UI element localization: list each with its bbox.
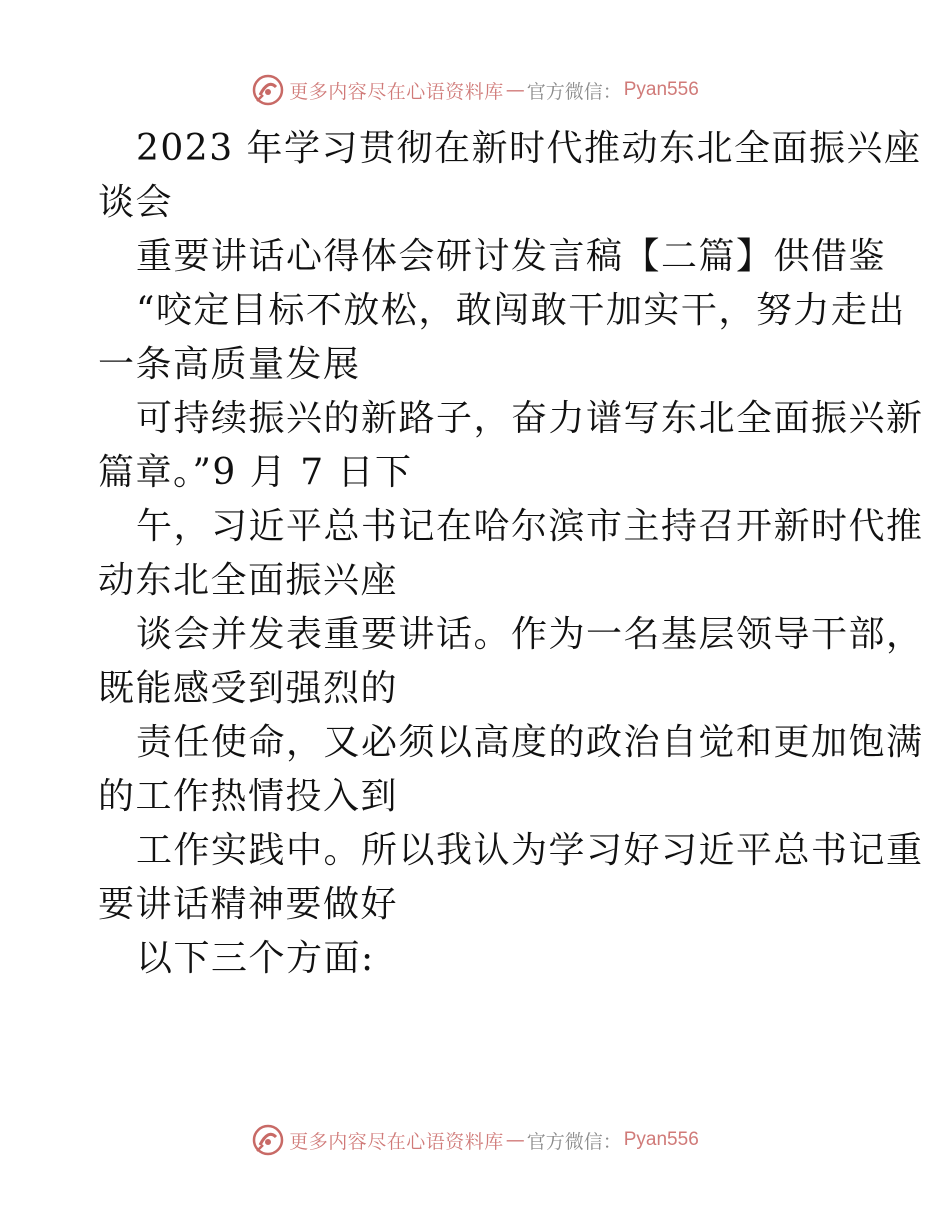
watermark-wechat-label: 官方微信：: [526, 1130, 622, 1153]
paragraph-line: 以下三个方面:: [136, 938, 375, 979]
watermark-wechat-id: Pyan556: [623, 79, 699, 100]
watermark-text: 更多内容尽在心语资料库: [289, 1130, 504, 1153]
paragraph-line: 的工作热情投入到: [98, 776, 399, 817]
watermark-separator: —: [505, 79, 525, 101]
paragraph-line: 既能感受到强烈的: [98, 668, 399, 709]
paragraph-line: 谈会并发表重要讲话。作为一名基层领导干部，: [136, 614, 924, 655]
paragraph-line: 责任使命，又必须以高度的政治自觉和更加饱满: [136, 722, 924, 763]
seal-logo-icon: [251, 1123, 285, 1157]
header-watermark: [0, 70, 950, 110]
title-line-1: 2023 年学习贯彻在新时代推动东北全面振兴座: [136, 128, 922, 169]
paragraph-line: 要讲话精神要做好: [98, 884, 399, 925]
watermark-wechat-label: 官方微信：: [526, 80, 622, 103]
title-line-2: 谈会: [98, 182, 174, 223]
watermark-text: 更多内容尽在心语资料库: [289, 80, 504, 103]
paragraph-line: 午，习近平总书记在哈尔滨市主持召开新时代推: [136, 506, 924, 547]
footer-watermark: [0, 1120, 950, 1160]
paragraph-line: 动东北全面振兴座: [98, 560, 399, 601]
paragraph-line: “咬定目标不放松，敢闯敢干加实干，努力走出: [136, 290, 906, 331]
paragraph-line: 可持续振兴的新路子，奋力谱写东北全面振兴新: [136, 398, 924, 439]
watermark-wechat-id: Pyan556: [623, 1129, 699, 1150]
document-body: [98, 122, 924, 986]
paragraph-line: 篇章。”9 月 7 日下: [98, 452, 413, 493]
title-line-3: 重要讲话心得体会研讨发言稿【二篇】供借鉴: [136, 236, 887, 277]
paragraph-line: 一条高质量发展: [98, 344, 361, 385]
seal-logo-icon: [251, 73, 285, 107]
watermark-separator: —: [505, 1129, 525, 1151]
paragraph-line: 工作实践中。所以我认为学习好习近平总书记重: [136, 830, 924, 871]
